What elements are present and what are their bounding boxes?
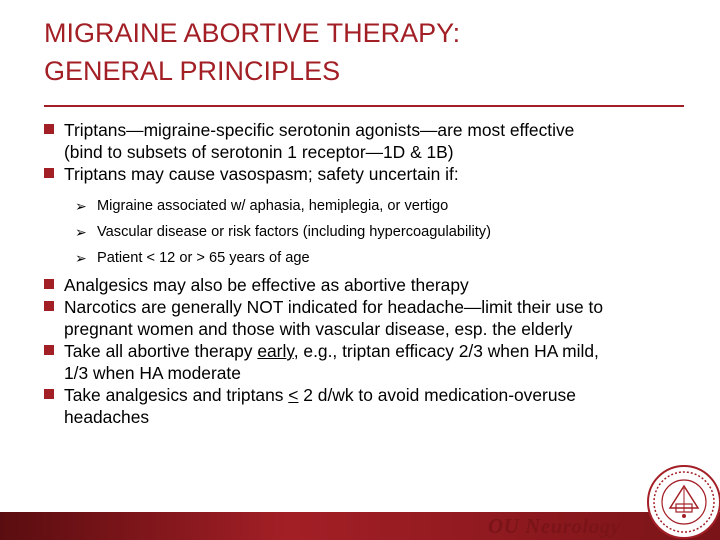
sub-bullet-text: Vascular disease or risk factors (including hypercoagulability) (97, 224, 491, 240)
bullet-item (44, 163, 694, 185)
square-bullet-icon (44, 279, 54, 289)
underlined-emphasis: early (257, 341, 294, 361)
title-divider (44, 105, 684, 107)
bullet-item (44, 296, 694, 340)
sub-bullet-item (44, 245, 694, 271)
slide-title-line-1: MIGRAINE ABORTIVE THERAPY: (44, 18, 461, 48)
arrow-bullet-icon: ➢ (75, 250, 87, 266)
bullet-text-line (64, 340, 694, 362)
bullet-text-line: Analgesics may also be effective as abortive therapy (64, 275, 469, 295)
bullet-text-line: Narcotics are generally NOT indicated for headache—limit their use to (64, 297, 604, 317)
slide-title (44, 14, 664, 90)
bullet-text-line: pregnant women and those with vascular disease, esp. the elderly (64, 319, 573, 339)
bullet-text-line: Triptans may cause vasospasm; safety uncertain if: (64, 164, 459, 184)
underlined-emphasis: < (288, 385, 299, 405)
bullet-text-segment: , e.g., triptan efficacy 2/3 when HA mild, (293, 341, 599, 361)
sub-bullet-text: Patient < 12 or > 65 years of age (97, 250, 310, 266)
square-bullet-icon (44, 168, 54, 178)
square-bullet-icon (44, 301, 54, 311)
slide-body (44, 119, 694, 428)
sub-bullet-text: Migraine associated w/ aphasia, hemiplegia, or vertigo (97, 198, 449, 214)
bullet-item (44, 340, 694, 384)
square-bullet-icon (44, 124, 54, 134)
bullet-item (44, 119, 694, 163)
slide-title-line-2: GENERAL PRINCIPLES (44, 56, 341, 86)
sub-bullet-item (44, 193, 694, 219)
footer-label: OU Neurology (488, 514, 621, 538)
university-seal-icon (646, 464, 720, 540)
bullet-text-segment: Take analgesics and triptans (64, 385, 289, 405)
bullet-text-line (64, 384, 694, 406)
square-bullet-icon (44, 345, 54, 355)
bullet-item (44, 384, 694, 428)
bullet-text-segment: Take all abortive therapy (64, 341, 258, 361)
bullet-text-segment: 2 d/wk to avoid medication-overuse (298, 385, 576, 405)
arrow-bullet-icon: ➢ (75, 198, 87, 214)
bullet-text-line: (bind to subsets of serotonin 1 receptor—1D & 1B) (64, 142, 454, 162)
bullet-text-line: headaches (64, 407, 150, 427)
square-bullet-icon (44, 389, 54, 399)
bullet-text-line: 1/3 when HA moderate (64, 363, 241, 383)
bullet-text-line: Triptans—migraine-specific serotonin agonists—are most effective (64, 120, 575, 140)
sub-bullet-item (44, 219, 694, 245)
arrow-bullet-icon: ➢ (75, 224, 87, 240)
sub-bullet-list (44, 193, 694, 271)
bullet-item (44, 274, 694, 296)
